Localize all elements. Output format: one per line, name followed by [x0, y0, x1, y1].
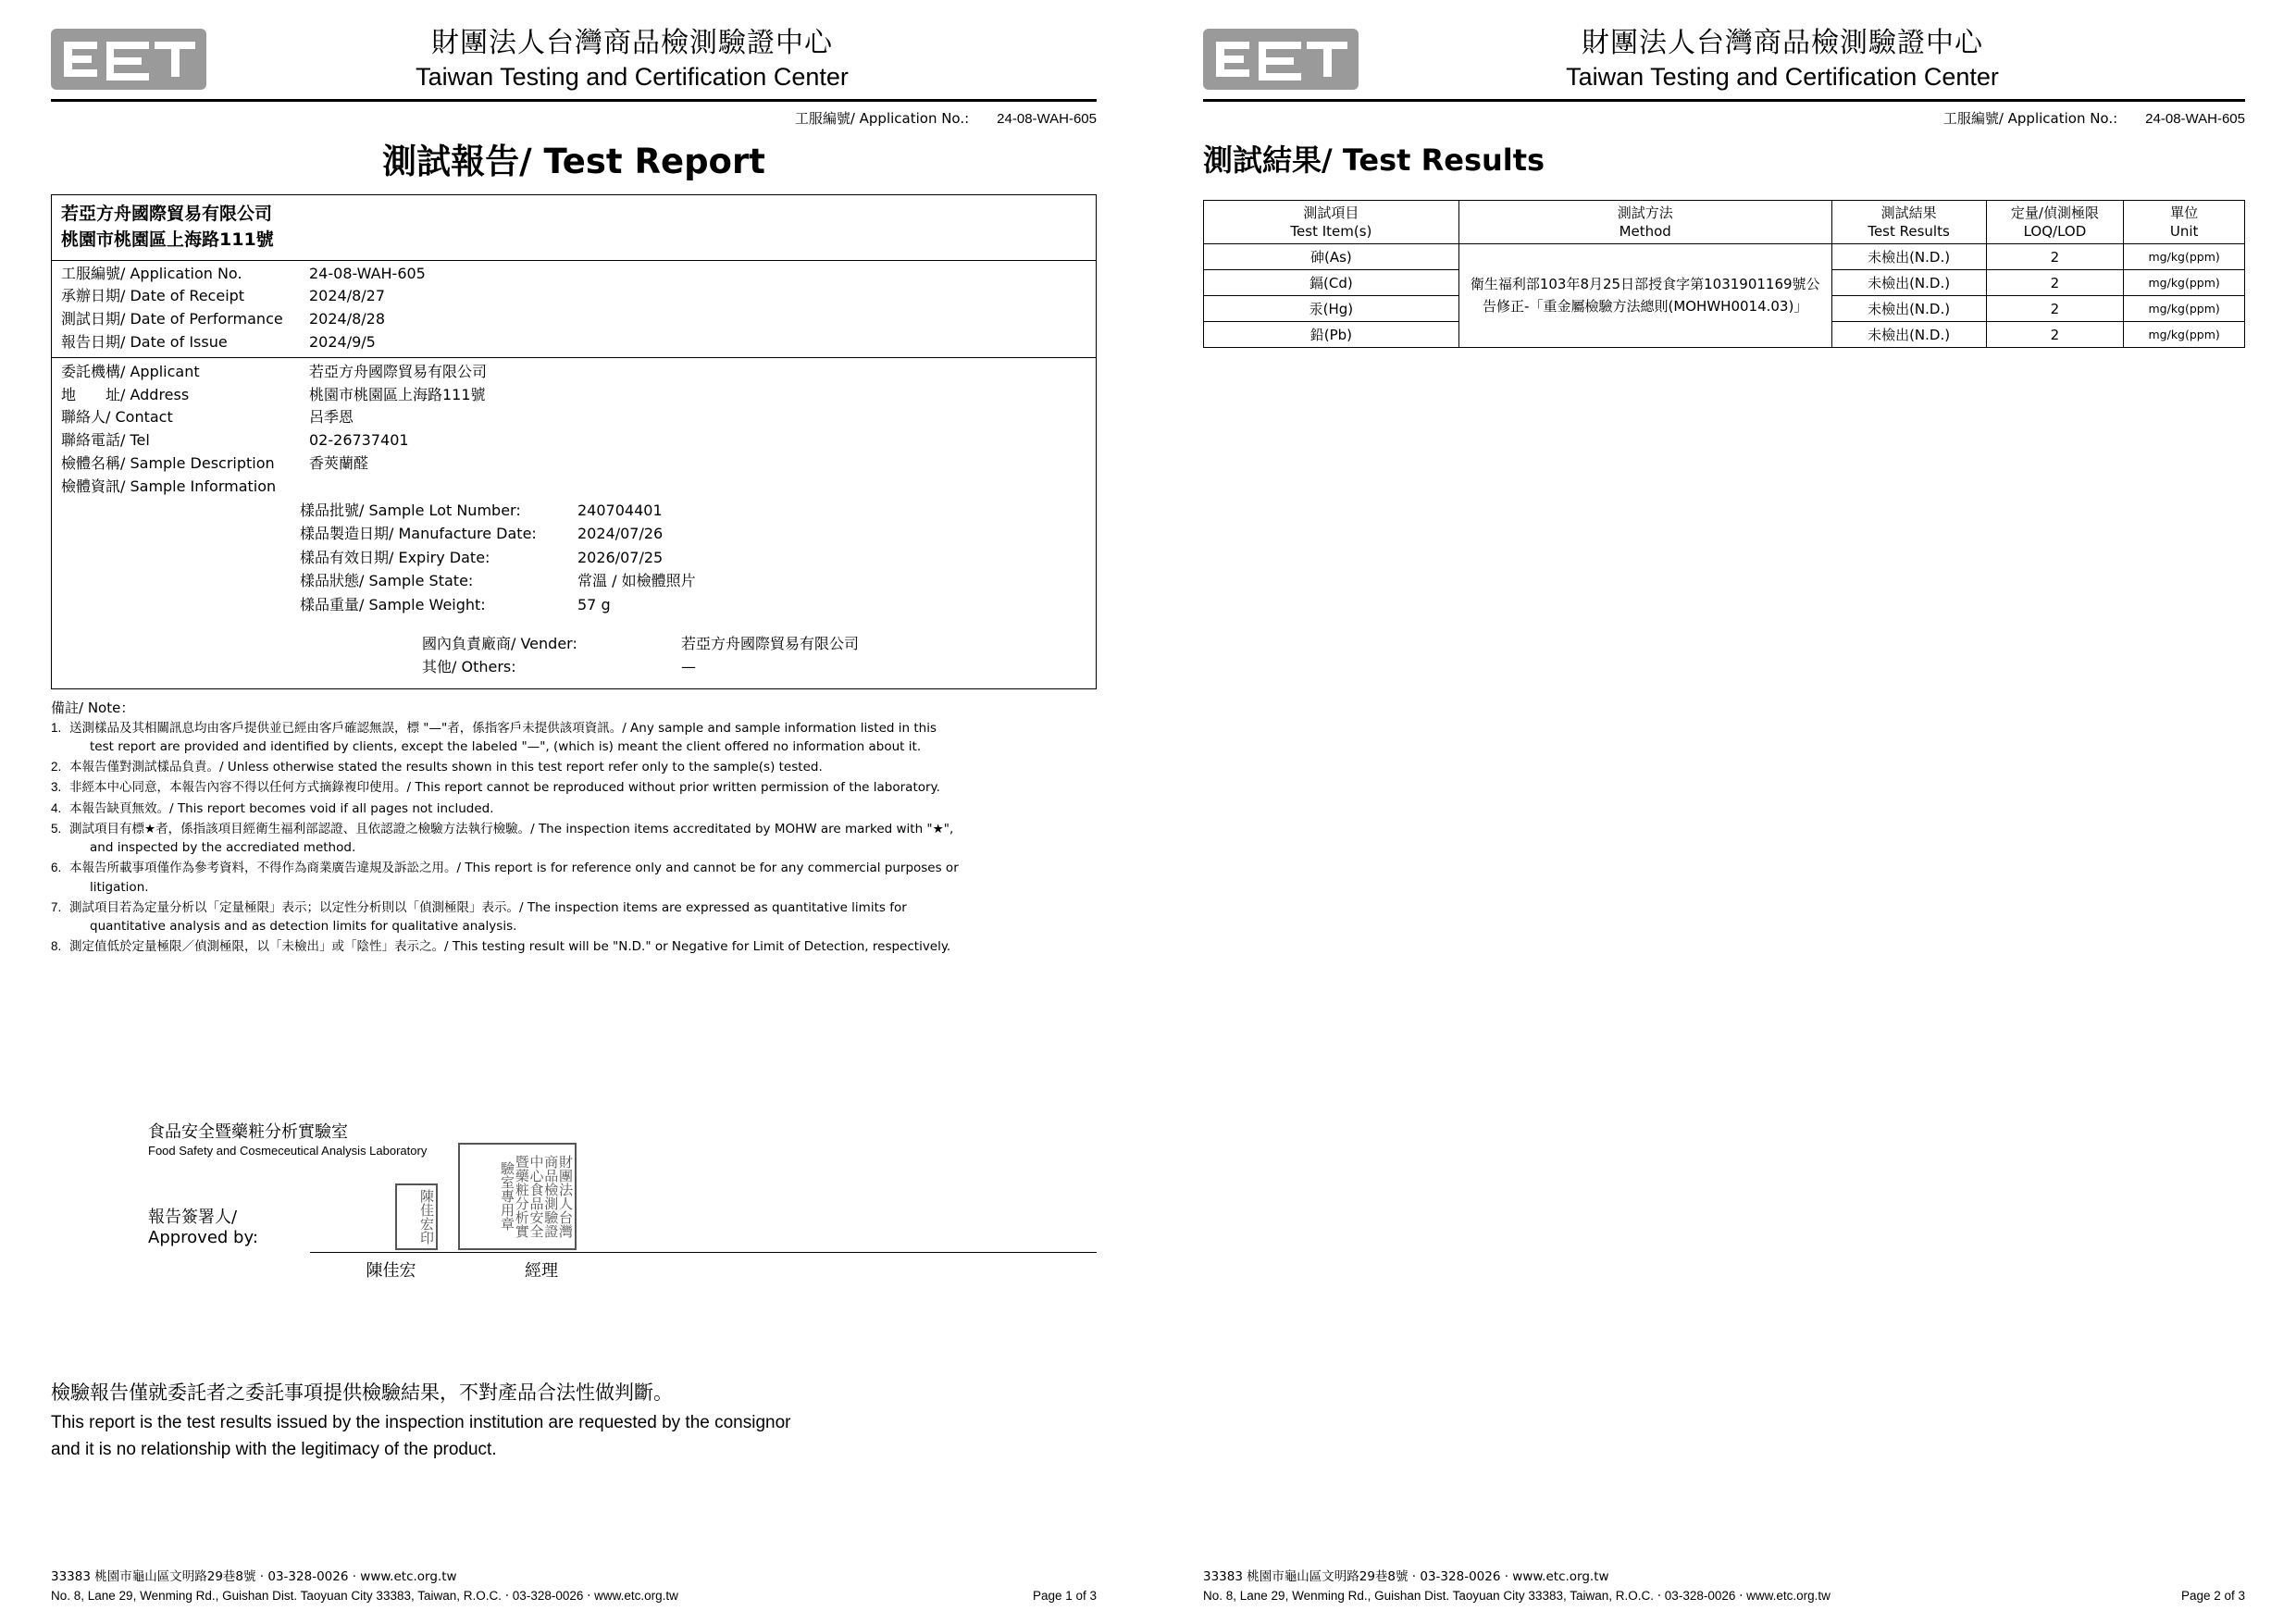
list-item	[51, 898, 1097, 936]
notes-title: 備註/ Note：	[51, 699, 135, 716]
field-value: 呂季恩	[309, 408, 354, 427]
cell-result: 未檢出(N.D.)	[1831, 322, 1986, 348]
page1-footer	[51, 1567, 1097, 1606]
field-value: 02-26737401	[309, 431, 409, 450]
header-divider	[1203, 99, 2245, 102]
etc-logo-icon	[1203, 29, 1359, 90]
field-value: 若亞方舟國際貿易有限公司	[309, 362, 488, 380]
list-item	[52, 593, 1096, 617]
cell-loq: 2	[1986, 322, 2124, 348]
list-item	[52, 499, 1096, 523]
page-number: Page 1 of 3	[1032, 1589, 1097, 1604]
company-address: 桃園市桃園區上海路111號	[61, 229, 274, 251]
cell-test-item: 汞(Hg)	[1204, 296, 1459, 322]
note-text: 本報告缺頁無效。/ This report becomes void if all pages not included.	[69, 800, 494, 816]
others-value: —	[681, 658, 696, 676]
field-value: 2024/8/28	[309, 310, 386, 328]
column-header-loq: 定量/偵測極限 LOQ/LOD	[1986, 200, 2124, 244]
signer-title: 經理	[525, 1260, 558, 1281]
application-no-label: 工服編號/ Application No.:	[794, 109, 970, 127]
cell-test-item: 砷(As)	[1204, 244, 1459, 270]
list-item	[51, 820, 1097, 858]
org-name-en: Taiwan Testing and Certification Center	[416, 62, 849, 91]
list-item	[51, 758, 1097, 776]
table-row	[52, 452, 1096, 476]
table-row	[1204, 244, 2245, 270]
applicant-info-box	[51, 194, 1097, 689]
note-text: 測試項目若為定量分析以「定量極限」表示；以定性分析則以「偵測極限」表示。/ The inspection items are expressed as quantitative limits for quantitative analysis and as detection limits for qualitative analysis.	[69, 899, 907, 935]
header-divider	[51, 99, 1097, 102]
note-number: 3.	[51, 780, 62, 795]
application-no-line-page2	[1203, 108, 2245, 128]
list-item	[51, 799, 1097, 818]
page-number: Page 2 of 3	[2180, 1589, 2245, 1604]
page-title: 測試報告/ Test Report	[382, 141, 765, 181]
field-value: 2024/8/27	[309, 287, 386, 305]
header-titles	[1375, 26, 2245, 93]
sample-field-value: 57 g	[577, 595, 611, 613]
field-label: 承辦日期/ Date of Receipt	[61, 287, 245, 305]
sample-field-label: 樣品重量/ Sample Weight:	[300, 595, 486, 613]
list-item	[52, 522, 1096, 546]
cell-method: 衛生福利部103年8月25日部授食字第1031901169號公告修正-「重金屬檢驗方法總則(MOHWH0014.03)」	[1458, 244, 1831, 348]
field-value	[309, 476, 1096, 499]
disclaimer-cn: 檢驗報告僅就委託者之委託事項提供檢驗結果，不對產品合法性做判斷。	[51, 1381, 673, 1404]
list-item	[52, 632, 1096, 656]
disclaimer-en-line1: This report is the test results issued by the inspection institution are requested by the consignor	[51, 1413, 791, 1433]
cell-test-item: 鎘(Cd)	[1204, 270, 1459, 296]
org-name-cn: 財團法人台灣商品檢測驗證中心	[431, 27, 833, 59]
list-item	[51, 859, 1097, 897]
cell-result: 未檢出(N.D.)	[1831, 270, 1986, 296]
sample-field-label: 樣品狀態/ Sample State:	[300, 572, 474, 590]
org-name-en: Taiwan Testing and Certification Center	[1566, 62, 1999, 91]
company-name: 若亞方舟國際貿易有限公司	[61, 203, 273, 224]
official-seal-stamp: 財團法人台灣商品檢測驗證中心食品安全暨藥粧分析實驗室專用章	[458, 1143, 577, 1250]
application-no-label: 工服編號/ Application No.:	[1942, 109, 2118, 127]
field-label: 測試日期/ Date of Performance	[61, 310, 283, 328]
company-block	[52, 195, 1096, 261]
signature-row	[148, 1154, 1097, 1253]
note-number: 2.	[51, 760, 62, 774]
cell-unit: mg/kg(ppm)	[2124, 322, 2245, 348]
note-text: 測定值低於定量極限／偵測極限，以「未檢出」或「陰性」表示之。/ This testing result will be "N.D." or Negative for Limit of Detection, respectively.	[69, 939, 951, 955]
sample-field-value: 2026/07/25	[577, 548, 664, 566]
disclaimer-block	[51, 1379, 1097, 1464]
table-row	[52, 263, 1096, 286]
note-text: 送測樣品及其相關訊息均由客戶提供並已經由客戶確認無誤，標 "—"者，係指客戶未提供該項資訊。/ Any sample and sample information listed in this test report are provided and identified by clients, except the labeled "—", (which is) meant the client offered no information about it.	[69, 720, 937, 754]
cell-result: 未檢出(N.D.)	[1831, 244, 1986, 270]
field-label: 報告日期/ Date of Issue	[61, 332, 228, 351]
table-row	[52, 384, 1096, 407]
footer-address-en: No. 8, Lane 29, Wenming Rd., Guishan Dist. Taoyuan City 33383, Taiwan, R.O.C. ‧ 03-328-0026 ‧ www.etc.org.tw	[51, 1589, 678, 1604]
note-number: 5.	[51, 821, 62, 836]
note-number: 1.	[51, 720, 62, 735]
table-row	[52, 429, 1096, 452]
field-label: 檢體名稱/ Sample Description	[61, 453, 275, 472]
footer-address-en: No. 8, Lane 29, Wenming Rd., Guishan Dist. Taoyuan City 33383, Taiwan, R.O.C. ‧ 03-328-0026 ‧ www.etc.org.tw	[1203, 1589, 1831, 1604]
notes-list	[51, 719, 1097, 957]
note-number: 8.	[51, 939, 62, 954]
field-label: 委託機構/ Applicant	[61, 362, 200, 380]
field-value: 24-08-WAH-605	[309, 264, 426, 282]
table-row	[52, 476, 1096, 499]
column-header-test-item: 測試項目 Test Item(s)	[1204, 200, 1459, 244]
sample-field-label: 樣品有效日期/ Expiry Date:	[300, 548, 490, 566]
note-text: 本報告僅對測試樣品負責。/ Unless otherwise stated the results shown in this test report refer only to the sample(s) tested.	[69, 760, 823, 775]
sample-field-label: 樣品製造日期/ Manufacture Date:	[300, 525, 537, 543]
note-number: 4.	[51, 800, 62, 815]
field-label: 工服編號/ Application No.	[61, 264, 242, 282]
page2-header	[1203, 26, 2245, 93]
results-title: 測試結果/ Test Results	[1203, 142, 1545, 178]
table-row	[52, 331, 1096, 354]
etc-logo-icon	[51, 29, 206, 90]
table-header-row	[1204, 200, 2245, 244]
cell-unit: mg/kg(ppm)	[2124, 244, 2245, 270]
note-text: 測試項目有標★者，係指該項目經衛生福利部認證、且依認證之檢驗方法執行檢驗。/ The inspection items accreditated by MOHW are marked with "★", and inspected by the accrediated method.	[69, 821, 954, 856]
list-item	[52, 546, 1096, 570]
applicant-section	[52, 358, 1096, 688]
list-item	[52, 655, 1096, 679]
field-label: 檢體資訊/ Sample Information	[61, 477, 277, 495]
cell-test-item: 鉛(Pb)	[1204, 322, 1459, 348]
cell-loq: 2	[1986, 244, 2124, 270]
org-name-cn: 財團法人台灣商品檢測驗證中心	[1582, 27, 1983, 59]
note-text: 本報告所載事項僅作為參考資料，不得作為商業廣告違規及訴訟之用。/ This report is for reference only and cannot be for any commercial purposes or litigation.	[69, 861, 959, 895]
signer-name: 陳佳宏	[366, 1260, 416, 1281]
page1-header	[51, 26, 1097, 93]
column-header-method: 測試方法 Method	[1458, 200, 1831, 244]
column-header-test-results: 測試結果 Test Results	[1831, 200, 1986, 244]
page2-footer	[1203, 1567, 2245, 1606]
sample-field-value: 2024/07/26	[577, 525, 664, 543]
cell-unit: mg/kg(ppm)	[2124, 270, 2245, 296]
signature-block	[51, 1119, 1097, 1282]
sample-field-value: 常溫 / 如檢體照片	[577, 572, 696, 590]
signature-names	[148, 1258, 1097, 1282]
application-no-line-page1	[51, 108, 1097, 128]
approved-by-label: 報告簽署人/ Approved by:	[148, 1207, 258, 1247]
cell-result: 未檢出(N.D.)	[1831, 296, 1986, 322]
cell-loq: 2	[1986, 270, 2124, 296]
field-value: 2024/9/5	[309, 332, 376, 351]
list-item	[51, 719, 1097, 757]
field-value: 桃園市桃園區上海路111號	[309, 385, 486, 403]
note-number: 7.	[51, 899, 62, 914]
list-item	[52, 569, 1096, 593]
header-titles	[223, 26, 1097, 93]
vendor-label: 國內負責廠商/ Vender:	[422, 634, 577, 652]
test-results-table	[1203, 200, 2245, 349]
others-label: 其他/ Others:	[422, 658, 516, 676]
signature-line	[310, 1154, 1097, 1253]
cell-unit: mg/kg(ppm)	[2124, 296, 2245, 322]
laboratory-name-en: Food Safety and Cosmeceutical Analysis Laboratory	[148, 1143, 428, 1158]
table-row	[52, 406, 1096, 429]
note-text: 非經本中心同意，本報告內容不得以任何方式摘錄複印使用。/ This report cannot be reproduced without prior written permission of the laboratory.	[69, 780, 940, 796]
table-row	[52, 285, 1096, 308]
field-label: 聯絡人/ Contact	[61, 408, 173, 427]
sample-field-value: 240704401	[577, 501, 663, 519]
list-item	[51, 778, 1097, 797]
sample-field-label: 樣品批號/ Sample Lot Number:	[300, 501, 521, 519]
vendor-value: 若亞方舟國際貿易有限公司	[681, 634, 860, 652]
field-value: 香莢蘭醛	[309, 453, 369, 472]
field-label: 聯絡電話/ Tel	[61, 431, 150, 450]
laboratory-name-cn: 食品安全暨藥粧分析實驗室	[148, 1121, 348, 1142]
field-label: 地 址/ Address	[61, 385, 190, 403]
disclaimer-en-line2: and it is no relationship with the legitimacy of the product.	[51, 1439, 497, 1459]
personal-seal-stamp: 陳佳宏印	[395, 1183, 438, 1250]
list-item	[51, 937, 1097, 956]
footer-address-cn: 33383 桃園市龜山區文明路29巷8號 ‧ 03-328-0026 ‧ www.etc.org.tw	[51, 1569, 457, 1585]
dates-section	[52, 261, 1096, 358]
table-row	[52, 308, 1096, 331]
report-page-2	[1148, 0, 2296, 1623]
cell-loq: 2	[1986, 296, 2124, 322]
column-header-unit: 單位 Unit	[2124, 200, 2245, 244]
footer-address-cn: 33383 桃園市龜山區文明路29巷8號 ‧ 03-328-0026 ‧ www.etc.org.tw	[1203, 1569, 1609, 1585]
application-no-value: 24-08-WAH-605	[997, 110, 1097, 127]
table-row	[52, 361, 1096, 384]
application-no-value: 24-08-WAH-605	[2145, 110, 2245, 127]
note-number: 6.	[51, 861, 62, 875]
